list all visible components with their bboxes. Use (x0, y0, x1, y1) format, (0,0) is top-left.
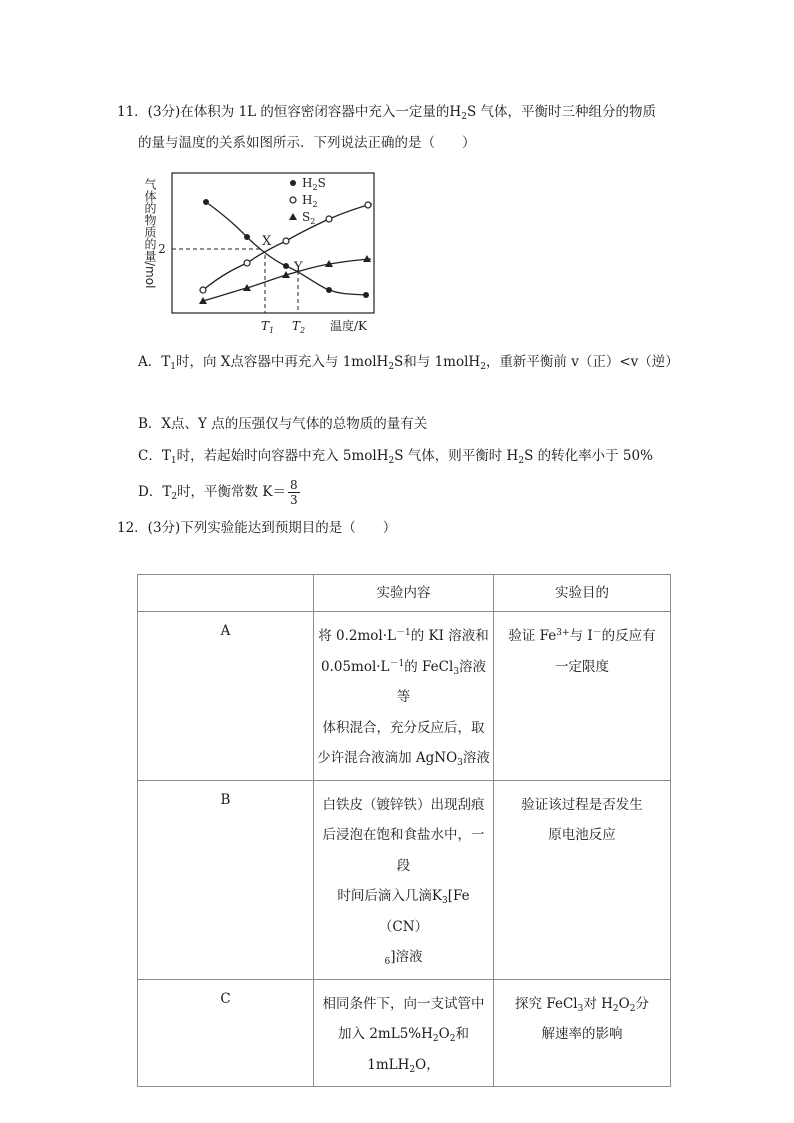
h2-point (326, 216, 332, 222)
h2-point (365, 202, 371, 208)
purpose-cell: 探究 FeCl$_3$对 $H_2O_2$分 解速率的影响 (494, 979, 671, 1087)
content-cell: 相同条件下，向一支试管中 加入 $2mL5\%H_2O_2$和 1mLH$_2$O， (314, 979, 494, 1087)
header-cell: 实验内容 (314, 575, 494, 612)
q11-option-a: A．$T_1$时，向 X点容器中再充入与 1molH$_2$S和与 1molH$_2$，重新平衡前 v（正）<v（逆） (138, 354, 679, 372)
legend-h2s-label: $H_2S$ (302, 176, 326, 192)
legend-s2-symbol (289, 213, 297, 220)
q11-option-c: C．$T_1$时，若起始时向容器中充入 5molH$_2$S 气体，则平衡时 $H_2S$ 的转化率小于 50% (138, 448, 653, 466)
y-tick-2: 2 (158, 242, 166, 256)
q12-stem: 12．(3分)下列实验能达到预期目的是（ ） (117, 520, 397, 536)
table-row (138, 612, 671, 781)
legend-h2-label: $H_2$ (302, 193, 318, 209)
table-row (138, 780, 671, 979)
h2s-point (244, 234, 250, 240)
q11-figure (138, 168, 388, 338)
header-cell: 实验目的 (494, 575, 671, 612)
experiment-table (137, 574, 671, 1087)
x-tick-t2: $T_2$ (292, 319, 306, 335)
q11-option-d: D．$T_2$时，平衡常数 K＝ $\frac{8}{3}$ (138, 478, 298, 507)
q11-stem-line2: 的量与温度的关系如图所示．下列说法正确的是（ ） (138, 135, 476, 151)
point-x-label: X (262, 234, 272, 249)
content-cell: 白铁皮（镀锌铁）出现刮痕 后浸泡在饱和食盐水中，一 段 时间后滴入几滴$K_3[Fe(CN)$ $_6$]溶液 (314, 780, 494, 979)
legend-s2-label: $S_2$ (302, 210, 316, 226)
h2-point (200, 287, 206, 293)
h2s-point (326, 287, 332, 293)
x-tick-t1: $T_1$ (261, 319, 275, 335)
h2-point (244, 260, 250, 266)
row-label: C (138, 979, 314, 1087)
legend-h2s-symbol (290, 180, 296, 186)
content-cell: 将 $0.2mol\cdot L^{-1}$的 KI 溶液和 $0.05mol\cdot L^{-1}$的 FeCl$_3$溶液等 体积混合，充分反应后，取 少许混合液滴加 AgNO$_3$溶液 (314, 612, 494, 781)
table-row (138, 979, 671, 1087)
h2s-point (203, 199, 209, 205)
q11-option-b: B．X点、Y 点的压强仅与气体的总物质的量有关 (138, 416, 428, 432)
row-label: A (138, 612, 314, 781)
h2s-point (363, 292, 369, 298)
point-y-label: Y (294, 260, 303, 275)
h2-point (283, 238, 289, 244)
purpose-cell: 验证该过程是否发生 原电池反应 (494, 780, 671, 979)
purpose-cell: 验证 $Fe^{3+}$与 I－的反应有 一定限度 (494, 612, 671, 781)
q11-stem-line1: 11．(3分)在体积为 1L 的恒容密闭容器中充入一定量的$H_2S$ 气体，平衡时三种组分的物质 (117, 104, 656, 122)
fraction-eight-thirds: $\frac{8}{3}$ (289, 478, 298, 507)
header-cell (138, 575, 314, 612)
x-axis-label: 温度/K (330, 319, 368, 333)
y-axis-label: 气体的物质的量/mol (143, 178, 157, 289)
h2s-point (283, 263, 289, 269)
table-header-row (138, 575, 671, 612)
legend-h2-symbol (290, 197, 296, 203)
row-label: B (138, 780, 314, 979)
